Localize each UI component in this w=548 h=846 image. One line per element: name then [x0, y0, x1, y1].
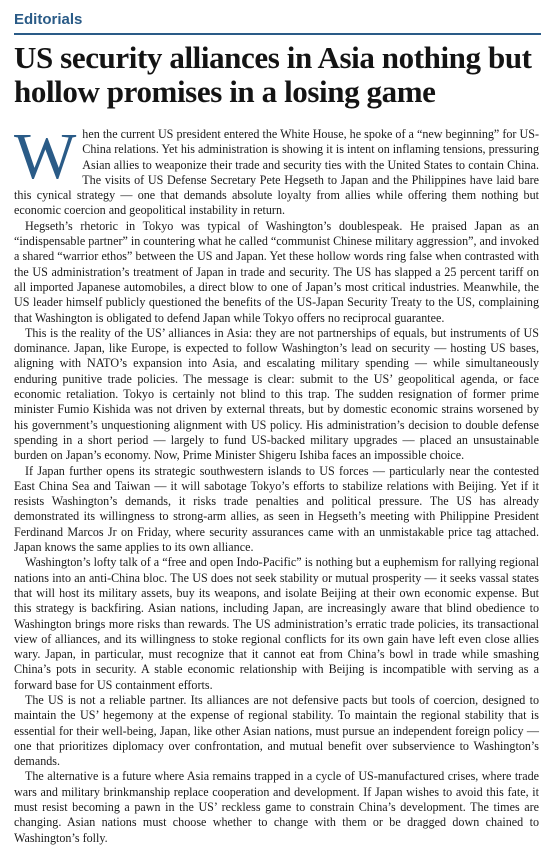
- paragraph-5: Washington’s lofty talk of a “free and open Indo-Pacific” is nothing but a euphemism for rallying regional nations into an anti-China bloc. The US does not seek stability or mutual prosperity — it seeks vassal states that will host its military assets, buy its weapons, and isolate Beijing at their own economic expense. But this strategy is backfiring. Asian nations, including Japan, are increasingly aware that blind obedience to Washington brings more risks than rewards. The US administration’s erratic trade policies, its transactional view of alliances, and its willingness to stoke regional conflicts for its own gain have left even close allies wary. Japan, in particular, must recognize that it cannot eat from China’s bowl in trade while smashing China’s pots in security. A stable economic relationship with Beijing is incompatible with serving as a forward base for US containment efforts.: [14, 555, 539, 692]
- paragraph-7: The alternative is a future where Asia remains trapped in a cycle of US-manufactured crises, where trade wars and military brinkmanship replace cooperation and development. If Japan wishes to avoid this fate, it must resist becoming a pawn in the US’ reckless game to constrain China’s development. The times are changing. Asian nations must choose whether to change with them or be dragged down chained to Washington’s folly.: [14, 769, 539, 845]
- article-body: [14, 120, 539, 846]
- paragraph-6: The US is not a reliable partner. Its alliances are not defensive pacts but tools of coercion, designed to maintain the US’ hegemony at the expense of regional stability. To maintain the regional stability that is essential for their well-being, Japan, like other Asian nations, must pursue an independent foreign policy — one that prioritizes diplomacy over confrontation, and mutual benefit over subservience to Washington’s demands.: [14, 692, 539, 769]
- section-divider: [14, 33, 541, 35]
- paragraph-3: This is the reality of the US’ alliances in Asia: they are not partnerships of equals, but instruments of US dominance. Japan, like Europe, is expected to follow Washington’s lead on security — hosting US bases, aligning with NATO’s expansion into Asia, and escalating military spending — while simultaneously enduring punitive trade policies. The message is clear: submit to the US’ geopolitical agenda, or face economic retaliation. Tokyo is certainly not blind to this trap. The sudden resignation of former prime minister Fumio Kishida was not driven by external threats, but by domestic economic strains worsened by his government’s unquestioning alignment with US policy. His administration’s decision to double defense spending in a short period — largely to fund US-backed military upgrades — placed an unsustainable burden on Japan’s economy. Now, Prime Minister Shigeru Ishiba faces an impossible choice.: [14, 325, 539, 463]
- paragraph-4: If Japan further opens its strategic southwestern islands to US forces — particularly near the contested East China Sea and Taiwan — it will sabotage Tokyo’s efforts to stabilize relations with Beijing. Yet if it resists Washington’s demands, it risks trade penalties and political pressure. The US has already demonstrated its willingness to strong-arm allies, as seen in Hegseth’s meeting with Philippine President Ferdinand Marcos Jr on Friday, where security assurances came with an unmistakable price tag attached. Japan knows the same applies to its own alliance.: [14, 463, 539, 555]
- paragraph-1: [14, 120, 539, 219]
- headline: US security alliances in Asia nothing but hollow promises in a losing game: [14, 40, 532, 109]
- paragraph-1-text: hen the current US president entered the White House, he spoke of a “new beginning” for US-China relations. Yet his administration is showing it is intent on inflaming tensions, pressuring Asian allies to weaponize their trade and security ties with the United States to contain China. The visits of US Defense Secretary Pete Hegseth to Japan and the Philippines have laid bare this cynical strategy — one that demands absolute loyalty from allies while offering them nothing but economic coercion and geopolitical instability in return.: [14, 127, 539, 218]
- paragraph-2: Hegseth’s rhetoric in Tokyo was typical of Washington’s doublespeak. He praised Japan as an “indispensable partner” in countering what he called “communist Chinese military aggression”, and invoked a shared “warrior ethos” between the US and Japan. Yet these hollow words ring false when contrasted with the US administration’s treatment of Japan in trade and security. The US has slapped a 25 percent tariff on all imported Japanese automobiles, a direct blow to one of Japan’s most critical industries. Meanwhile, the US leader himself publicly questioned the benefits of the US-Japan Security Treaty to the US, complaining that Washington is obligated to defend Japan while Tokyo offers no reciprocal guarantee.: [14, 218, 539, 325]
- section-label: Editorials: [14, 11, 83, 28]
- drop-cap: W: [14, 120, 77, 193]
